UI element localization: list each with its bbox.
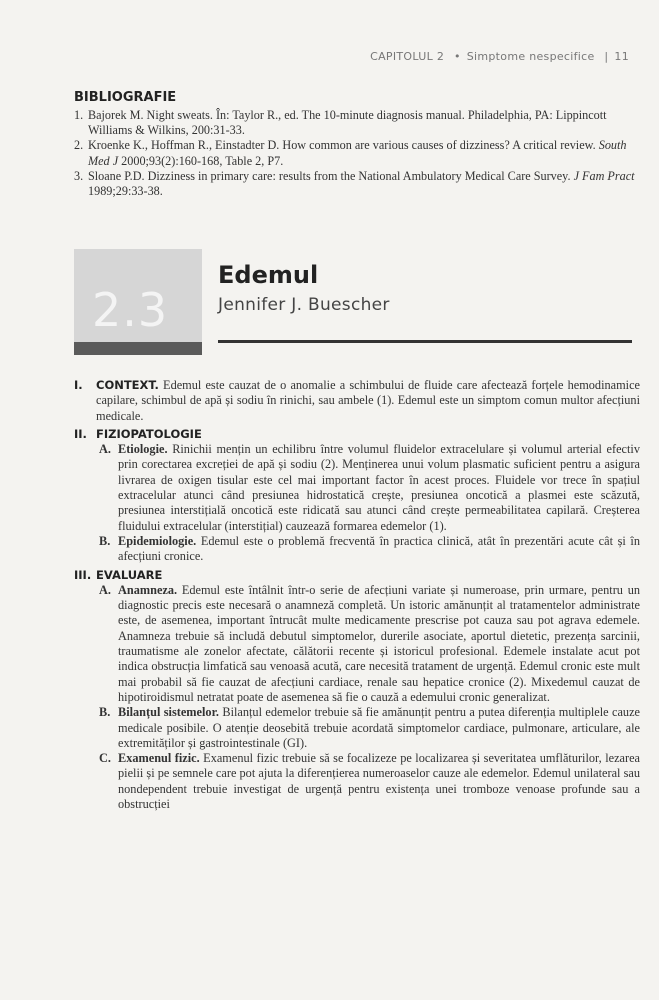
subsection-physical-exam bbox=[96, 751, 640, 812]
reference-citation: 2000;93(2):160-168, Table 2, P7. bbox=[118, 153, 284, 168]
context-section bbox=[74, 378, 640, 424]
evaluation-section bbox=[74, 568, 640, 813]
reference-text: Sloane P.D. Dizziness in primary care: results from the National Ambulatory Medical Care Survey. bbox=[88, 168, 574, 183]
paragraph-text: Bilanțul edemelor trebuie să fie amănunțit pentru a putea diferenția multiplele cauze medicale posibile. O atenție deosebită trebuie acordată simptomelor cardiace, pulmonare, articulare, ale extremităților și gastrointestinale (GI). bbox=[118, 705, 640, 750]
page-number: 11 bbox=[614, 50, 629, 63]
bibliography-title: BIBLIOGRAFIE bbox=[74, 90, 177, 105]
header-bullet: • bbox=[453, 50, 461, 63]
paragraph-text: Edemul este cauzat de o anomalie a schimbului de fluide care afectează forțele hemodinamice capilare, schimbul de apă și sodiu în rinichi, sau ambele (1). Edemul este un simptom comun multor afecțiuni medicale. bbox=[96, 378, 640, 423]
reference-journal: South Med J bbox=[88, 138, 627, 168]
reference-number: 1. bbox=[74, 108, 84, 122]
section-roman-number: I. bbox=[74, 378, 83, 392]
section-title-rule bbox=[218, 340, 632, 343]
section-roman-number: II. bbox=[74, 426, 87, 441]
bibliography-list bbox=[74, 108, 638, 199]
reference-number: 3. bbox=[74, 168, 84, 183]
reference-journal: J Fam Pract bbox=[573, 168, 635, 183]
section-heading: EVALUARE bbox=[96, 567, 163, 582]
subsection-letter: A. bbox=[99, 582, 111, 597]
section-number: 2.3 bbox=[92, 283, 169, 337]
section-heading: CONTEXT. bbox=[96, 378, 159, 392]
section-body bbox=[74, 378, 640, 815]
section-title: Edemul bbox=[218, 261, 319, 289]
paragraph-text: Rinichii mențin un echilibru între volumul fluidelor extracelulare și volumul arterial efectiv prin corectarea excreției de apă și sodiu (2). Menținerea unui volum plasmatic suficient pentru a asigura livrarea de oxigen tisular este cel mai important factor în acest proces. Fluidele vor trece în spațiul extracelular atunci când presiunea hidrostatică crește, presiunea oncotică a plasmei este scăzută, presiunea interstițială oncotică este ridicată sau atunci când crește permeabilitatea capilară. Creșterea fluidului extracelular (interstițial) cauzează formarea edemelor (1). bbox=[118, 442, 640, 533]
subsection-systems-review bbox=[96, 705, 640, 751]
subsection-letter: A. bbox=[99, 442, 111, 457]
subsection-heading: Epidemiologie. bbox=[118, 533, 197, 548]
subsection-letter: B. bbox=[99, 533, 111, 548]
header-topic: Simptome nespecifice bbox=[466, 50, 595, 63]
paragraph-text: Edemul este întâlnit într-o serie de afecțiuni variate și numeroase, prin urmare, pentru un diagnostic precis este necesară o anamneză completă. Un istoric amănunțit al tratamentelor administrate este, de asemenea, important întrucât multe medicamente prescrise pot cauza sau pot agrava edemele. Anamneza trebuie să includă debutul simptomelor, durerile asociate, aportul dietetic, prezența sarcinii, traumatisme ale zonelor afectate, călătorii recente și istoricul profesional. Edemele instalate acut pot indica obstrucția limfatică sau venoasă acută, care necesită tratament de urgență. Edemul cronic este mult mai probabil să fie cauzat de afecțiuni cardiace, renale sau hepatice cronice (2). Mixedemul cauzat de hipotiroidismul netratat poate de asemenea să fie o cauză a edemului cronic generalizat. bbox=[118, 582, 640, 704]
subsection-etiology bbox=[96, 442, 640, 534]
header-chapter: CAPITOLUL 2 bbox=[370, 50, 445, 63]
subsection-heading: Etiologie. bbox=[118, 442, 168, 457]
section-author: Jennifer J. Buescher bbox=[218, 295, 390, 315]
subsection-heading: Examenul fizic. bbox=[118, 751, 200, 766]
header-divider: | bbox=[604, 50, 609, 63]
reference-number: 2. bbox=[74, 138, 84, 153]
subsection-heading: Anamneza. bbox=[118, 582, 178, 597]
reference-citation: 1989;29:33-38. bbox=[88, 184, 163, 199]
pathophysiology-section bbox=[74, 427, 640, 565]
reference-item bbox=[74, 169, 638, 199]
reference-item bbox=[74, 108, 638, 138]
reference-text: Kroenke K., Hoffman R., Einstadter D. How common are various causes of dizziness? A critical review. bbox=[88, 138, 599, 153]
running-header bbox=[370, 50, 629, 63]
subsection-letter: C. bbox=[99, 751, 111, 766]
section-roman-number: III. bbox=[74, 567, 92, 582]
section-number-bar bbox=[74, 342, 202, 355]
subsection-letter: B. bbox=[99, 705, 111, 720]
subsection-epidemiology bbox=[96, 534, 640, 565]
subsection-anamnesis bbox=[96, 583, 640, 705]
subsection-heading: Bilanțul sistemelor. bbox=[118, 705, 219, 720]
paragraph-text: Examenul fizic trebuie să se focalizeze pe localizarea și severitatea umflăturilor, lezarea pielii și pe semnele care pot ajuta la diferențierea numeroaselor cauze ale edemelor. Edemul unilateral sau nondependent trebuie investigat de urgență pentru existența unei tromboze venoase profunde sau a obstrucției bbox=[118, 751, 640, 812]
reference-item bbox=[74, 138, 638, 168]
paragraph-text: Edemul este o problemă frecventă în practica clinică, atât în prezentări acute cât și în afecțiuni cronice. bbox=[118, 533, 640, 564]
section-heading: FIZIOPATOLOGIE bbox=[96, 426, 202, 441]
reference-text: Bajorek M. Night sweats. În: Taylor R., ed. The 10-minute diagnosis manual. Philadelphia, PA: Lippincott Williams & Wilkins, 200:31-33. bbox=[88, 108, 607, 138]
